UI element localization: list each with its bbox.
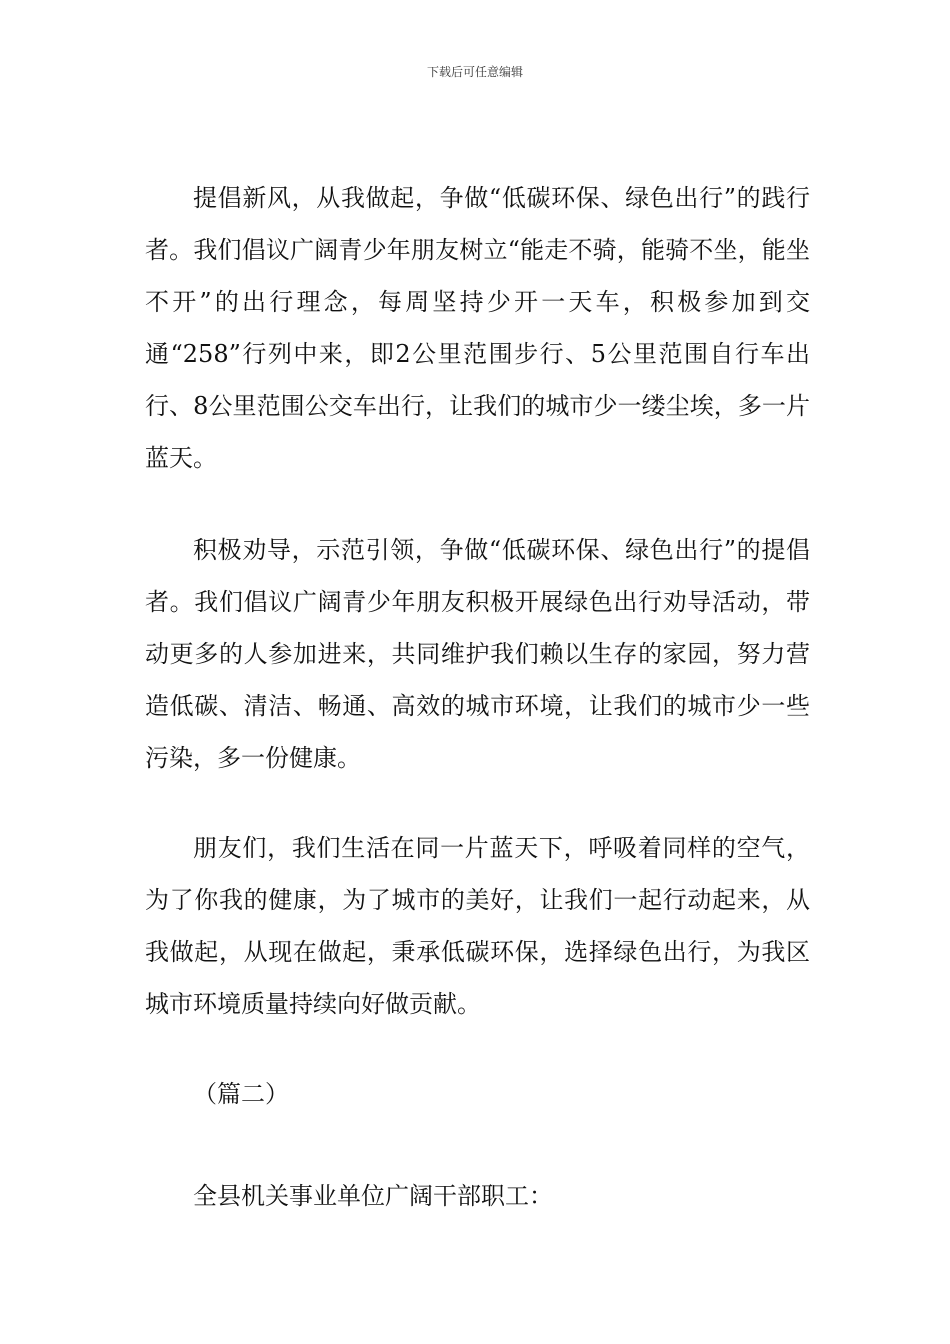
- body-paragraph-3: 朋友们，我们生活在同一片蓝天下，呼吸着同样的空气，为了你我的健康，为了城市的美好，让我们一起行动起来，从我做起，从现在做起，秉承低碳环保，选择绿色出行，为我区城市环境质量持续向好做贡献。: [145, 834, 810, 1018]
- body-paragraph-1: 提倡新风，从我做起，争做“低碳环保、绿色出行”的践行者。我们倡议广阔青少年朋友树立“能走不骑，能骑不坐，能坐不开”的出行理念，每周坚持少开一天车，积极参加到交通“258”行列中来，即2公里范围步行、5公里范围自行车出行、8公里范围公交车出行，让我们的城市少一缕尘埃，多一片蓝天。: [145, 184, 810, 472]
- body-paragraph-2: 积极劝导，示范引领，争做“低碳环保、绿色出行”的提倡者。我们倡议广阔青少年朋友积极开展绿色出行劝导活动，带动更多的人参加进来，共同维护我们赖以生存的家园，努力营造低碳、清洁、畅通、高效的城市环境，让我们的城市少一些污染，多一份健康。: [145, 536, 810, 772]
- section-marker: （篇二）: [193, 1080, 289, 1108]
- salutation-line: 全县机关事业单位广阔干部职工：: [193, 1182, 553, 1210]
- page-header-note: 下载后可任意编辑: [426, 65, 523, 79]
